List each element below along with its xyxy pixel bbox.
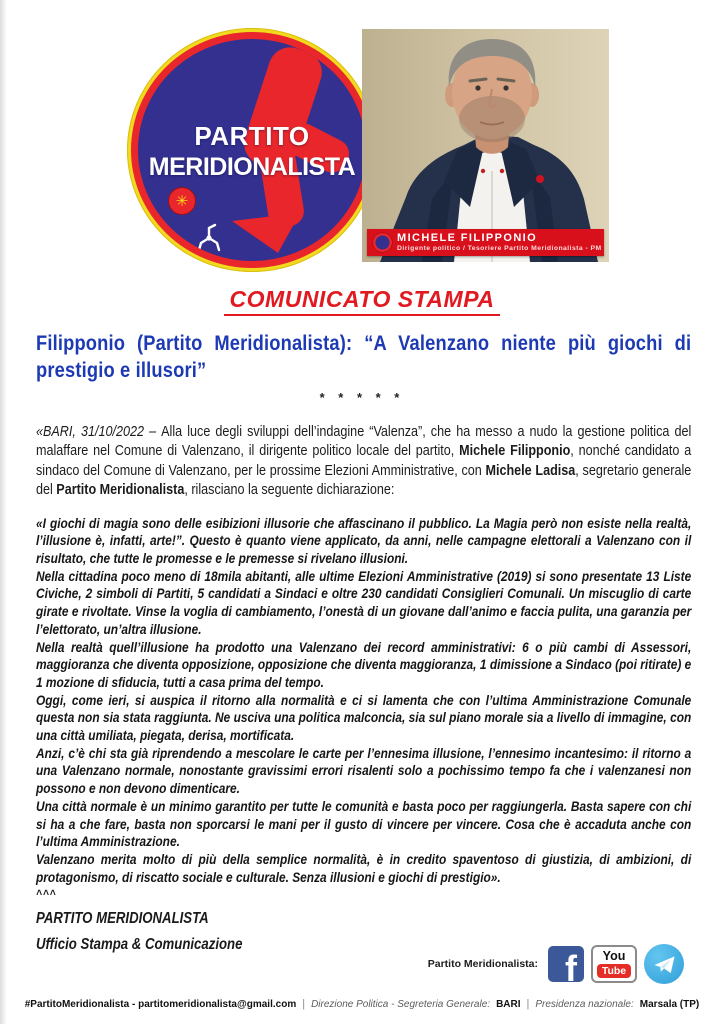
statement-paragraph: Oggi, come ieri, si auspica il ritorno alla normalità e ci si lamenta che con l’ultima Amministrazione Comunale questa non sia stata raggiunta. Ne usciva una politica malconcia, sia sul piano morale sia a livello di immagine, con una città umiliata, piegata, derisa, mortificata. — [36, 691, 692, 744]
sun-emblem-icon: ✳ — [168, 187, 196, 215]
person-role: Dirigente politico / Tesoriere Partito Meridionalista - PM — [397, 245, 602, 253]
statement-paragraph: Nella cittadina poco meno di 18mila abitanti, alle ultime Elezioni Amministrative (2019) si sono presentate 13 Liste Civiche, 2 simboli di Partiti, 5 candidati a Sindaci e oltre 230 candidati Consiglieri Comunali. Un miscuglio di carte girate e rivoltate. Vinse la voglia di cambiamento, l’onestà di un giovane dall’animo e faccia pulita, una garanzia per l’elettorato, un’altra illusione. — [36, 567, 692, 637]
footer-direction-value: BARI — [496, 999, 521, 1010]
trinacria-icon — [194, 223, 224, 253]
signoff-office: Ufficio Stampa & Comunicazione — [36, 936, 243, 954]
headline: Filipponio (Partito Meridionalista): “A Valenzano niente più giochi di prestigio e illusori” — [36, 331, 692, 382]
youtube-word-you: You — [602, 949, 626, 964]
statement-paragraph: Anzi, c’è chi sta già riprendendo a mescolare le carte per l’ennesima illusione, l’ennesimo incantesimo: il ritorno a una Valenzano normale, nonostante gravissimi errori risalenti solo a pochissimo tempo fa che i valenzanesi non possono e non devono dimenticare. — [36, 744, 692, 797]
paper-plane-glyph — [653, 954, 676, 975]
logo-blue-disc — [138, 39, 366, 261]
logo-line2: MERIDIONALISTA — [148, 153, 356, 182]
party-logo — [127, 28, 377, 272]
body-text — [36, 423, 691, 954]
intro-seg1: Alla luce degli sviluppi dell’indagine “Valenza”, che ha messo a nudo la gestione politica del malaffare nel Comune di Valenzano, il dirigente politico locale del partito, — [36, 424, 692, 460]
footer-presidency-label: Presidenza nazionale: — [535, 999, 634, 1010]
facebook-icon[interactable] — [548, 946, 584, 982]
intro-name-filipponio: Michele Filipponio — [459, 443, 571, 460]
portrait-photo — [362, 29, 609, 262]
youtube-word-tube: Tube — [597, 964, 631, 978]
intro-paragraph — [36, 423, 691, 501]
youtube-icon[interactable] — [591, 945, 637, 983]
banner-text — [397, 233, 602, 253]
end-marks: ^^^ — [36, 887, 57, 902]
name-banner — [367, 229, 604, 256]
intro-date: «BARI, 31/10/2022 – — [36, 424, 162, 440]
footer-separator: | — [526, 998, 530, 1010]
signoff-org: PARTITO MERIDIONALISTA — [36, 910, 209, 928]
footer-direction-label: Direzione Politica - Segreteria Generale: — [311, 999, 491, 1010]
statement-paragraph: Nella realtà quell’illusione ha prodotto una Valenzano dei record amministrativi: 6 o più cambi di Assessori, maggioranza che diventa opposizione, opposizione che diventa maggioranza, 1 dimissione a Sindaco (poi ritirate) e 1 mozione di sfiducia, tutti a casa prima del tempo. — [36, 638, 692, 690]
footer-hashtag-email: #PartitoMeridionalista - partitomeridionalista@gmail.com — [24, 999, 297, 1010]
footer-line — [0, 998, 724, 1010]
asterisk-separator: * * * * * — [319, 390, 405, 405]
footer-separator: | — [302, 998, 306, 1010]
intro-name-party: Partito Meridionalista — [56, 482, 185, 499]
statement-paragraph: «I giochi di magia sono delle esibizioni illusorie che affascinano il pubblico. La Magia però non esiste nella realtà, l’illusione è, infatti, arte!”. Questo è quanto viene applicato, da anni, nelle campagne elettorali a Valenzano con il risultato, che tutte le promesse e le premesse si rivelano illusioni. — [36, 514, 692, 567]
footer-presidency-value: Marsala (TP) — [639, 999, 700, 1010]
intro-seg2: , nonché candidato a sindaco del Comune di Valenzano, per le prossime Elezioni Amministrative, con — [36, 443, 692, 479]
scan-edge — [0, 0, 7, 1024]
person-name: MICHELE FILIPPONIO — [397, 231, 538, 244]
logo-text — [138, 39, 366, 261]
banner-mini-logo-icon — [373, 233, 392, 252]
statement-paragraph: Una città normale è un minimo garantito per tutte le comunità e basta poco per raggiungerla. Basta sapere con chi si ha a che fare, basta non sporcarsi le mani per il gusto di vincere per vincere. Cosa che è accaduta anche con l’ultima Amministrazione. — [36, 797, 692, 850]
logo-line1: PARTITO — [194, 120, 310, 151]
portrait-illustration — [362, 29, 609, 262]
telegram-icon[interactable] — [644, 944, 684, 984]
press-heading-row — [0, 286, 724, 316]
facebook-letter: f — [565, 948, 577, 982]
statement-paragraph: Valenzano merita molto di più della semplice normalità, è in credito spaventoso di giustizia, di ambizioni, di protagonismo, di riscatto sociale e culturale. Senza illusioni e giochi di prestigio». — [36, 850, 692, 885]
social-label: Partito Meridionalista: — [427, 958, 538, 970]
intro-seg4: , rilasciano la seguente dichiarazione: — [184, 482, 395, 499]
intro-name-ladisa: Michele Ladisa — [485, 462, 576, 479]
press-heading: COMUNICATO STAMPA — [224, 286, 501, 316]
social-row — [428, 944, 684, 984]
intro-seg3: , segretario generale del — [36, 462, 692, 499]
